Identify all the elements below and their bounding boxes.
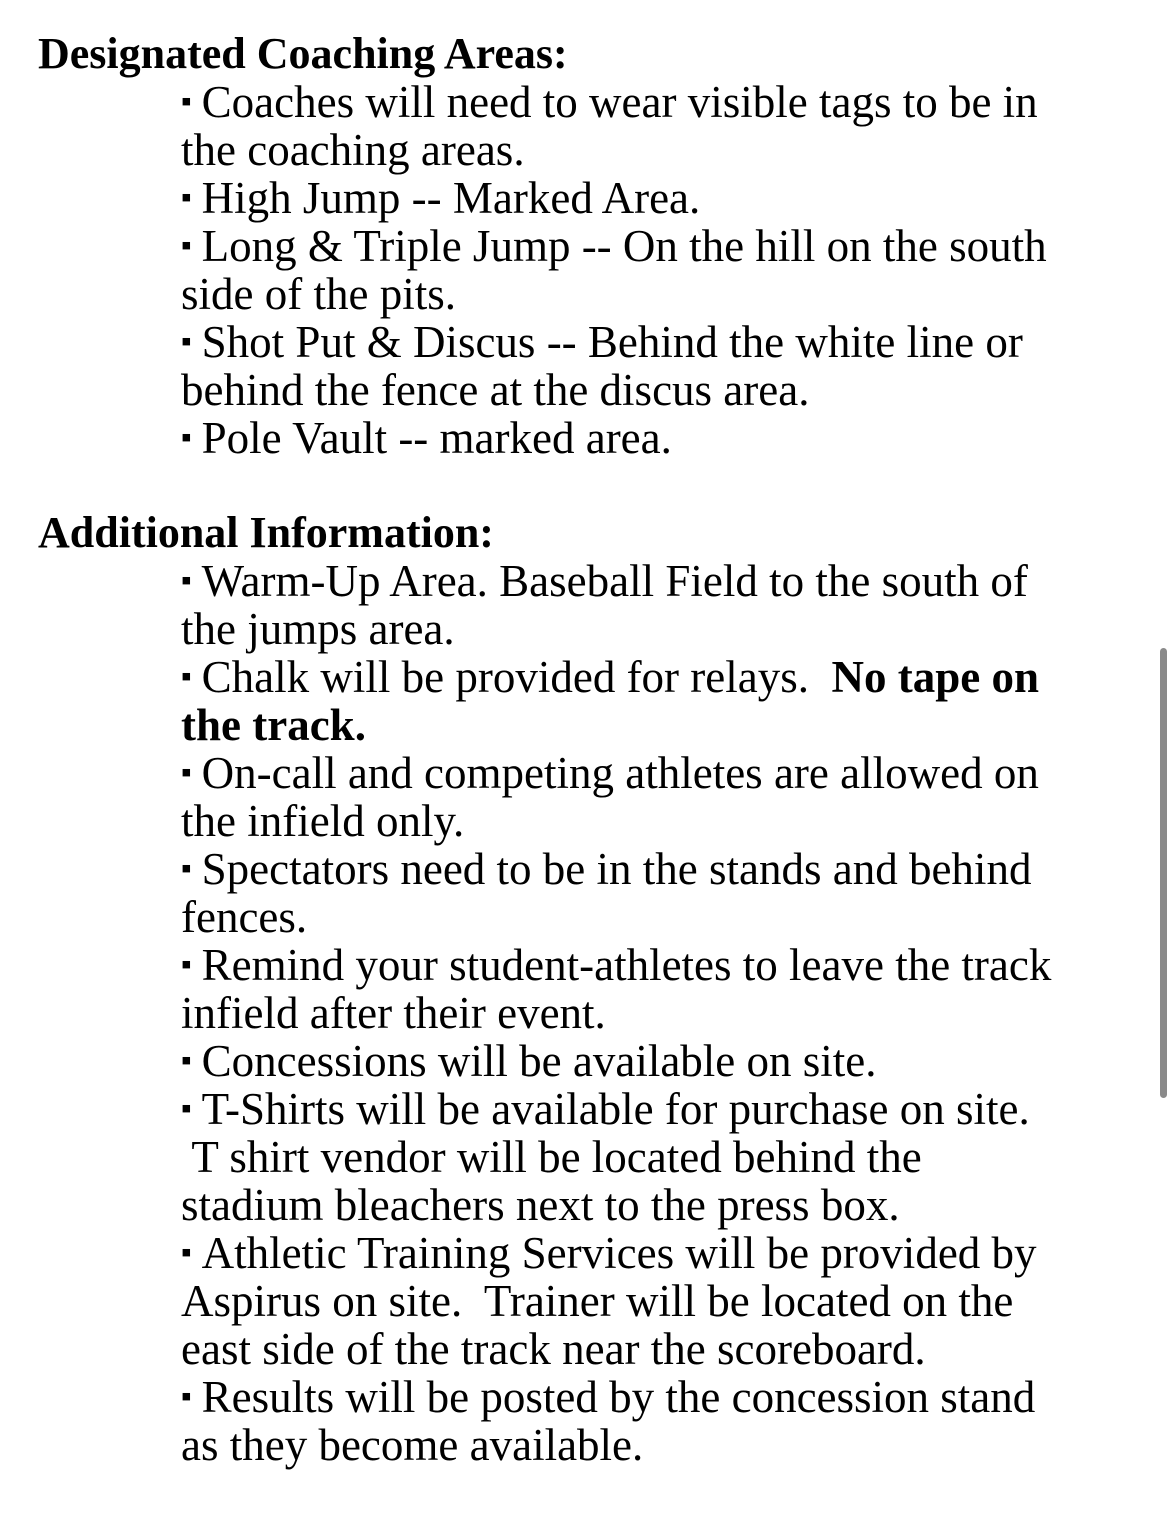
bullet-icon: ▪ [181, 1092, 192, 1125]
item-text: On-call and competing athletes are allowed on [201, 748, 1039, 798]
item-text: T shirt vendor will be located behind the [181, 1132, 922, 1182]
bullet-icon: ▪ [181, 421, 192, 454]
list-item [181, 318, 1128, 414]
list-item [181, 174, 1128, 222]
list-item [181, 557, 1128, 653]
item-text: Results will be posted by the concession stand [201, 1372, 1036, 1422]
item-text: Chalk will be provided for relays. [201, 652, 832, 702]
section-coaching-areas [38, 30, 1128, 462]
item-text: stadium bleachers next to the press box. [181, 1180, 900, 1230]
item-line [181, 222, 1128, 270]
item-text: Spectators need to be in the stands and behind [201, 844, 1032, 894]
bullet-icon: ▪ [181, 1044, 192, 1077]
item-text: Coaches will need to wear visible tags to be in [201, 77, 1038, 127]
bullet-icon: ▪ [181, 756, 192, 789]
item-text: Athletic Training Services will be provided by [201, 1228, 1037, 1278]
bullet-icon: ▪ [181, 948, 192, 981]
section-additional-information [38, 509, 1128, 1469]
bullet-icon: ▪ [181, 660, 192, 693]
item-line [181, 845, 1128, 893]
item-text: Remind your student-athletes to leave the track [201, 940, 1052, 990]
list-item [181, 653, 1128, 749]
list-item [181, 941, 1128, 1037]
list-item [181, 222, 1128, 318]
bullet-icon: ▪ [181, 1236, 192, 1269]
document [38, 30, 1128, 1469]
item-text: fences. [181, 892, 308, 942]
item-line [181, 414, 1128, 462]
item-text: the coaching areas. [181, 125, 525, 175]
item-text: side of the pits. [181, 269, 456, 319]
item-text: Shot Put & Discus -- Behind the white line or [201, 317, 1023, 367]
list-item [181, 1037, 1128, 1085]
list-item [181, 845, 1128, 941]
item-text: High Jump -- Marked Area. [201, 173, 701, 223]
item-line [181, 174, 1128, 222]
item-text: behind the fence at the discus area. [181, 365, 810, 415]
list-item [181, 78, 1128, 174]
bullet-icon: ▪ [181, 564, 192, 597]
item-text: the infield only. [181, 796, 465, 846]
item-text: the jumps area. [181, 604, 455, 654]
item-text: as they become available. [181, 1420, 644, 1470]
item-line [181, 1373, 1128, 1421]
item-text-emphasis: the track. [181, 700, 366, 750]
bullet-icon: ▪ [181, 85, 192, 118]
bullet-list [38, 557, 1128, 1469]
list-item [181, 749, 1128, 845]
item-line [181, 557, 1128, 605]
item-text: T-Shirts will be available for purchase on site. [201, 1084, 1030, 1134]
item-line [181, 749, 1128, 797]
item-line [181, 1229, 1128, 1277]
bullet-icon: ▪ [181, 1380, 192, 1413]
item-text: east side of the track near the scoreboard. [181, 1324, 926, 1374]
item-line [181, 1037, 1128, 1085]
bullet-icon: ▪ [181, 325, 192, 358]
list-item [181, 1373, 1128, 1469]
item-text: Warm-Up Area. Baseball Field to the south of [201, 556, 1028, 606]
section-heading: Designated Coaching Areas: [38, 29, 568, 78]
item-text: Long & Triple Jump -- On the hill on the south [201, 221, 1047, 271]
scrollbar[interactable] [1160, 648, 1167, 1098]
section-heading: Additional Information: [38, 508, 494, 557]
item-line [181, 1085, 1128, 1133]
item-text: Aspirus on site. Trainer will be located on the [181, 1276, 1014, 1326]
item-text: Concessions will be available on site. [201, 1036, 877, 1086]
list-item [181, 1085, 1128, 1229]
bullet-icon: ▪ [181, 229, 192, 262]
bullet-icon: ▪ [181, 181, 192, 214]
bullet-list [38, 78, 1128, 462]
item-text-emphasis: No tape on [831, 652, 1040, 702]
item-line [181, 653, 1128, 701]
bullet-icon: ▪ [181, 852, 192, 885]
item-line [181, 78, 1128, 126]
item-line [181, 941, 1128, 989]
item-line [181, 318, 1128, 366]
list-item [181, 1229, 1128, 1373]
item-text: infield after their event. [181, 988, 606, 1038]
list-item [181, 414, 1128, 462]
item-text: Pole Vault -- marked area. [201, 413, 672, 463]
